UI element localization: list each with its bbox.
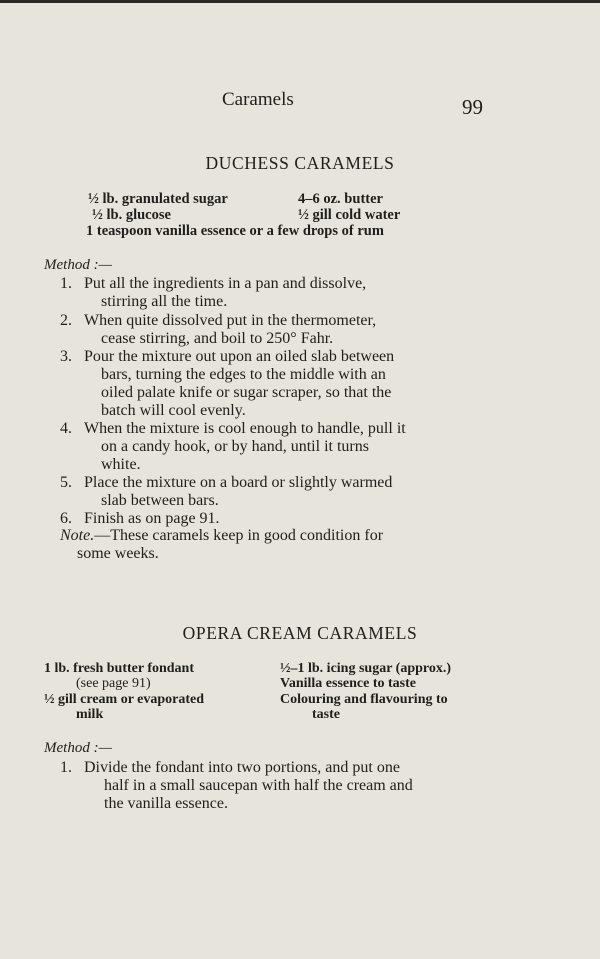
- step-number: 1.: [60, 759, 72, 776]
- ingredient-vanilla-essence: Vanilla essence to taste: [280, 676, 416, 691]
- note-label: Note.: [60, 527, 95, 544]
- recipe-title-duchess-caramels: DUCHESS CARAMELS: [205, 153, 395, 173]
- ingredient-butter-fondant: 1 lb. fresh butter fondant: [44, 661, 195, 676]
- page-top-edge: [0, 0, 600, 3]
- ingredient-cream-or-milk: ½ gill cream or evaporated: [44, 692, 205, 707]
- ingredient-cold-water: ½ gill cold water: [298, 207, 401, 223]
- method-label: Method :—: [44, 740, 112, 756]
- step-number: 4.: [60, 420, 72, 437]
- step-number: 5.: [60, 474, 72, 491]
- step-number: 1.: [60, 275, 72, 292]
- step-text-line: on a candy hook, or by hand, until it turns: [101, 438, 369, 455]
- ingredient-colouring-flavouring-cont: taste: [312, 707, 340, 722]
- step-text-line: slab between bars.: [101, 492, 219, 509]
- running-header-title: Caramels: [222, 89, 294, 110]
- step-text-line: bars, turning the edges to the middle with an: [101, 366, 386, 383]
- step-text-line: Put all the ingredients in a pan and dissolve,: [84, 275, 367, 292]
- note-text-line: —These caramels keep in good condition for: [94, 527, 384, 544]
- ingredient-vanilla-or-rum: 1 teaspoon vanilla essence or a few drops of rum: [86, 223, 384, 239]
- step-text-line: cease stirring, and boil to 250° Fahr.: [101, 330, 334, 347]
- step-text-line: When the mixture is cool enough to handle, pull it: [84, 420, 406, 437]
- step-text-line: half in a small saucepan with half the cream and: [104, 777, 413, 794]
- step-text-line: the vanilla essence.: [104, 795, 228, 812]
- step-text-line: Finish as on page 91.: [84, 510, 220, 527]
- step-number: 3.: [60, 348, 72, 365]
- step-text-line: Divide the fondant into two portions, and put one: [84, 759, 400, 776]
- step-text-line: When quite dissolved put in the thermometer,: [84, 312, 377, 329]
- step-text-line: batch will cool evenly.: [101, 402, 246, 419]
- step-number: 6.: [60, 510, 72, 527]
- note-text-line: some weeks.: [77, 545, 159, 562]
- method-label: Method :—: [44, 257, 112, 273]
- step-text-line: Place the mixture on a board or slightly warmed: [84, 474, 393, 491]
- step-text-line: stirring all the time.: [101, 293, 228, 310]
- ingredient-cream-or-milk-cont: milk: [76, 707, 104, 722]
- recipe-title-opera-cream-caramels: OPERA CREAM CARAMELS: [182, 623, 418, 643]
- page-number: 99: [462, 95, 483, 119]
- step-text-line: white.: [101, 456, 141, 473]
- ingredient-colouring-flavouring: Colouring and flavouring to: [280, 692, 448, 707]
- ingredient-glucose: ½ lb. glucose: [92, 207, 171, 223]
- ingredient-icing-sugar: ½–1 lb. icing sugar (approx.): [280, 661, 452, 676]
- ingredient-granulated-sugar: ½ lb. granulated sugar: [88, 191, 228, 207]
- step-number: 2.: [60, 312, 72, 329]
- ingredient-butter: 4–6 oz. butter: [298, 191, 383, 207]
- step-text-line: oiled palate knife or sugar scraper, so that the: [101, 384, 392, 401]
- step-text-line: Pour the mixture out upon an oiled slab between: [84, 348, 395, 365]
- ingredient-page-reference: (see page 91): [76, 676, 151, 691]
